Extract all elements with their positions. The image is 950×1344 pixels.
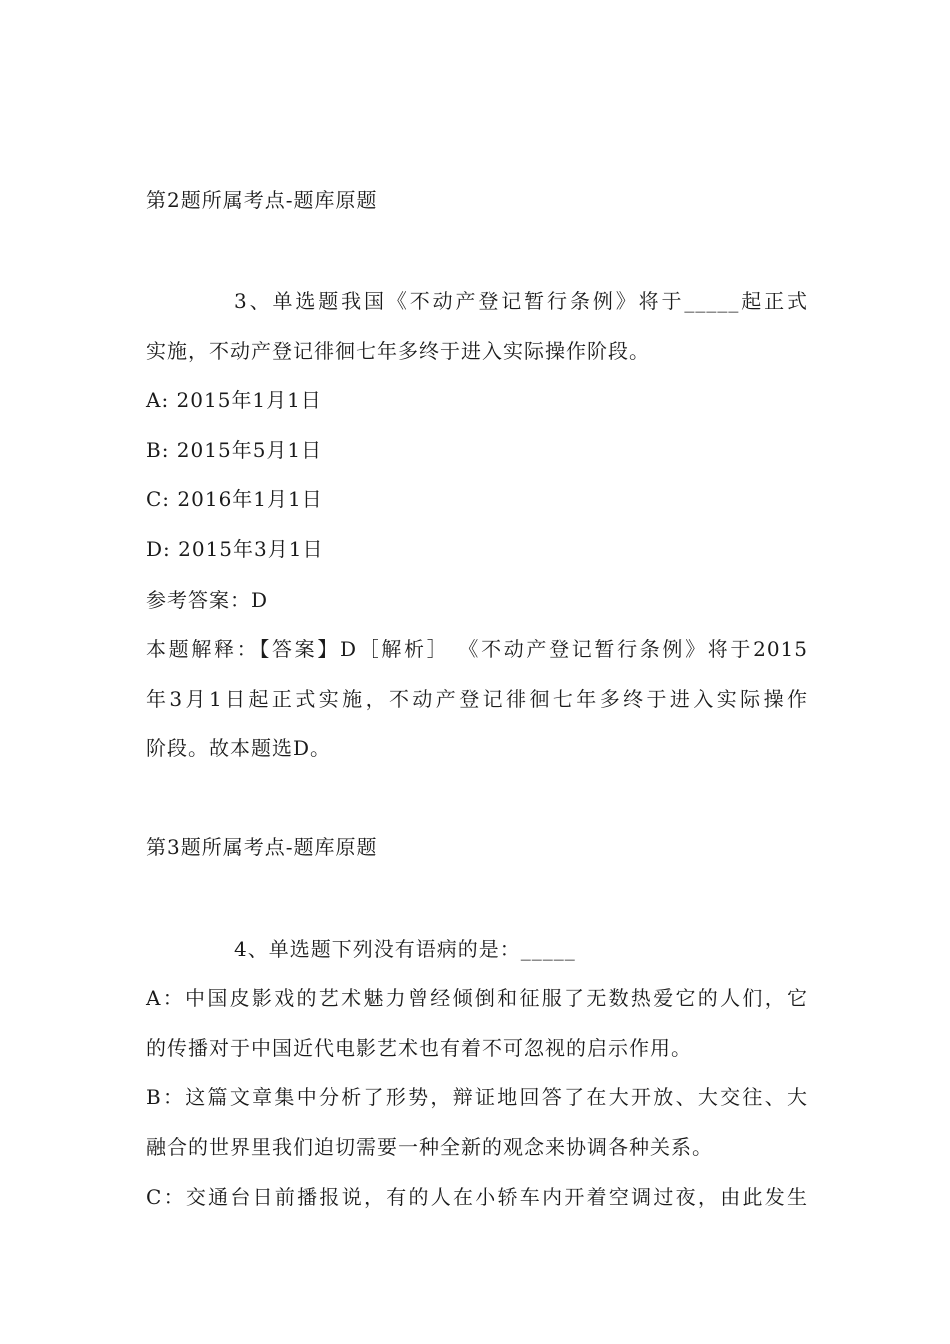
q3-option-d: D: 2015年3月1日 <box>146 537 324 561</box>
q3-explanation-line-1: 本题解释：【答案】D［解析］ 《不动产登记暂行条例》将于2015 <box>146 637 808 661</box>
q3-explanation-line-3: 阶段。故本题选D。 <box>146 736 332 760</box>
q3-option-b: B: 2015年5月1日 <box>146 438 323 462</box>
q4-option-c-line-1: C：交通台日前播报说，有的人在小轿车内开着空调过夜，由此发生 <box>146 1185 808 1209</box>
q3-stem-line-2: 实施，不动产登记徘徊七年多终于进入实际操作阶段。 <box>146 339 650 363</box>
q2-topic-label: 第2题所属考点-题库原题 <box>146 188 378 212</box>
q3-answer: 参考答案：D <box>146 588 269 612</box>
q4-option-b-line-1: B：这篇文章集中分析了形势，辩证地回答了在大开放、大交往、大 <box>146 1085 808 1109</box>
q4-option-b-line-2: 融合的世界里我们迫切需要一种全新的观念来协调各种关系。 <box>146 1135 713 1159</box>
q4-stem: 4、单选题下列没有语病的是：_____ <box>234 937 576 961</box>
q3-option-a: A: 2015年1月1日 <box>146 388 322 412</box>
q3-option-c: C: 2016年1月1日 <box>146 487 323 511</box>
q3-topic-label: 第3题所属考点-题库原题 <box>146 835 378 859</box>
q3-explanation-line-2: 年3月1日起正式实施，不动产登记徘徊七年多终于进入实际操作 <box>146 687 808 711</box>
q4-option-a-line-1: A：中国皮影戏的艺术魅力曾经倾倒和征服了无数热爱它的人们，它 <box>146 986 808 1010</box>
q4-option-a-line-2: 的传播对于中国近代电影艺术也有着不可忽视的启示作用。 <box>146 1036 692 1060</box>
q3-stem-line-1: 3、单选题我国《不动产登记暂行条例》将于_____起正式 <box>234 289 808 313</box>
